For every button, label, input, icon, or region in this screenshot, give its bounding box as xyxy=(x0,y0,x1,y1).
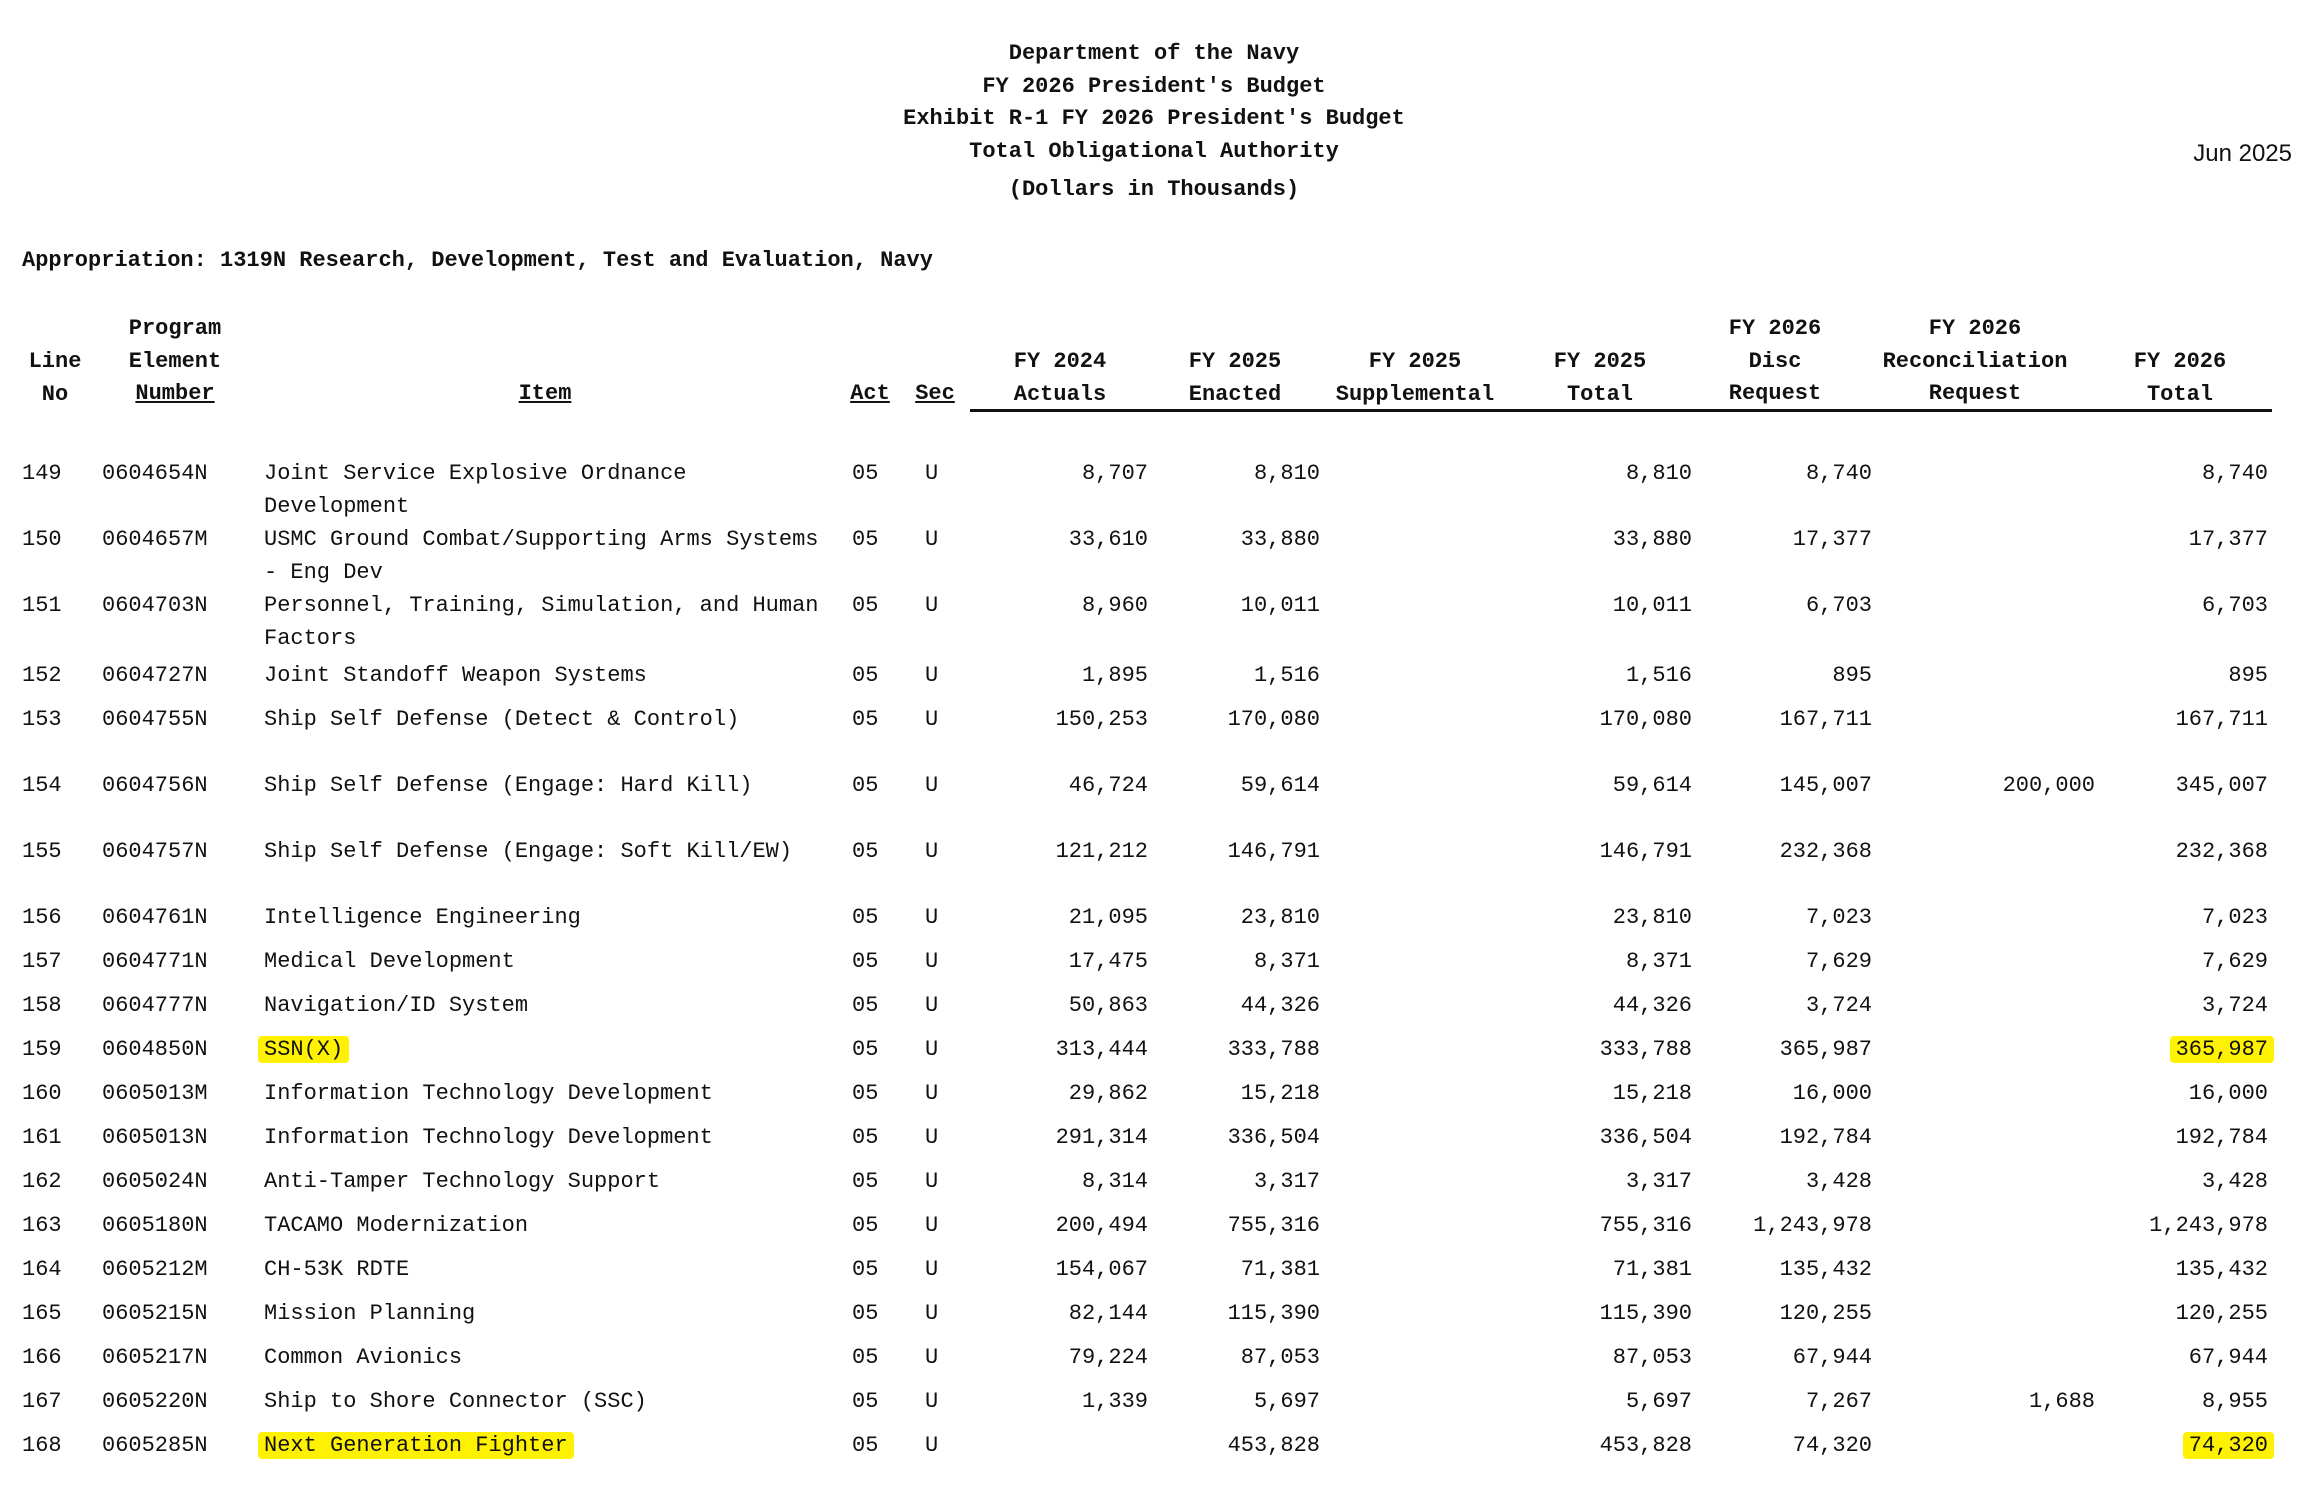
fy2026-disc-request: 365,987 xyxy=(1779,1037,1872,1062)
line-number: 155 xyxy=(22,839,62,864)
security: U xyxy=(925,1081,939,1106)
item-name: Personnel, Training, Simulation, and Human Factors xyxy=(264,593,819,651)
fy2025-total: 15,218 xyxy=(1612,1081,1692,1106)
fy2025-total: 146,791 xyxy=(1599,839,1692,864)
fy2024-actuals: 82,144 xyxy=(1068,1301,1148,1326)
security: U xyxy=(925,1125,939,1150)
activity: 05 xyxy=(852,1301,879,1326)
fy2025-total: 1,516 xyxy=(1625,663,1692,688)
fy2026-total: 6,703 xyxy=(2201,593,2268,618)
security: U xyxy=(925,1433,939,1458)
fy2025-total: 59,614 xyxy=(1612,773,1692,798)
fy2025-total: 8,810 xyxy=(1625,461,1692,486)
item-name: Intelligence Engineering xyxy=(264,905,581,930)
security: U xyxy=(925,1301,939,1326)
fy2026-total: 120,255 xyxy=(2175,1301,2268,1326)
program-element: 0604755N xyxy=(102,707,208,732)
fy2024-actuals: 1,895 xyxy=(1081,663,1148,688)
program-element: 0605220N xyxy=(102,1389,208,1414)
security: U xyxy=(925,707,939,732)
fy2026-disc-request: 167,711 xyxy=(1779,707,1872,732)
activity: 05 xyxy=(852,1213,879,1238)
security: U xyxy=(925,949,939,974)
item-name: Ship Self Defense (Engage: Soft Kill/EW) xyxy=(264,839,793,864)
fy2026-disc-request: 67,944 xyxy=(1792,1345,1872,1370)
fy2026-total: 192,784 xyxy=(2175,1125,2268,1150)
fy2026-disc-request: 17,377 xyxy=(1792,527,1872,552)
fy2025-total: 333,788 xyxy=(1599,1037,1692,1062)
program-element: 0604777N xyxy=(102,993,208,1018)
fy2026-total xyxy=(2068,1034,2268,1067)
fy2024-actuals: 154,067 xyxy=(1055,1257,1148,1282)
line-number: 161 xyxy=(22,1125,62,1150)
fy2025-enacted: 336,504 xyxy=(1227,1125,1320,1150)
line-number: 152 xyxy=(22,663,62,688)
col-header-fy2025-total: FY 2025 Total xyxy=(1553,349,1647,407)
fy2025-total: 115,390 xyxy=(1599,1301,1692,1326)
activity: 05 xyxy=(852,707,879,732)
activity: 05 xyxy=(852,663,879,688)
line-number: 162 xyxy=(22,1169,62,1194)
line-number: 154 xyxy=(22,773,62,798)
activity: 05 xyxy=(852,1345,879,1370)
activity: 05 xyxy=(852,461,879,486)
fy2026-disc-request: 7,629 xyxy=(1805,949,1872,974)
program-element: 0604771N xyxy=(102,949,208,974)
security: U xyxy=(925,773,939,798)
security: U xyxy=(925,1169,939,1194)
fy2026-total xyxy=(2068,1430,2268,1463)
line-number: 153 xyxy=(22,707,62,732)
highlight-mark: 365,987 xyxy=(2170,1036,2274,1063)
fy2025-enacted: 8,371 xyxy=(1253,949,1320,974)
activity: 05 xyxy=(852,839,879,864)
fy2025-total: 8,371 xyxy=(1625,949,1692,974)
activity: 05 xyxy=(852,1433,879,1458)
line-number: 158 xyxy=(22,993,62,1018)
line-number: 163 xyxy=(22,1213,62,1238)
line-number: 168 xyxy=(22,1433,62,1458)
item-name: Joint Standoff Weapon Systems xyxy=(264,663,647,688)
highlight-mark: 74,320 xyxy=(2183,1432,2274,1459)
item-name: Ship to Shore Connector (SSC) xyxy=(264,1389,647,1414)
line-number: 151 xyxy=(22,593,62,618)
fy2026-disc-request: 74,320 xyxy=(1792,1433,1872,1458)
fy2025-enacted: 71,381 xyxy=(1240,1257,1320,1282)
fy2026-total: 1,243,978 xyxy=(2149,1213,2268,1238)
appropriation-title: Appropriation: 1319N Research, Development, Test and Evaluation, Navy xyxy=(22,248,933,273)
report-date: Jun 2025 xyxy=(2193,140,2292,167)
fy2025-enacted: 33,880 xyxy=(1240,527,1320,552)
fy2025-total: 23,810 xyxy=(1612,905,1692,930)
security: U xyxy=(925,593,939,618)
fy2024-actuals: 121,212 xyxy=(1055,839,1148,864)
fy2025-total: 170,080 xyxy=(1599,707,1692,732)
item-name: Information Technology Development xyxy=(264,1125,713,1150)
fy2026-disc-request: 8,740 xyxy=(1805,461,1872,486)
item-name: Common Avionics xyxy=(264,1345,463,1370)
security: U xyxy=(925,839,939,864)
fy2025-total: 33,880 xyxy=(1612,527,1692,552)
fy2026-disc-request: 1,243,978 xyxy=(1753,1213,1872,1238)
fy2026-total: 8,955 xyxy=(2201,1389,2268,1414)
fy2026-disc-request: 232,368 xyxy=(1779,839,1872,864)
activity: 05 xyxy=(852,593,879,618)
fy2025-enacted: 15,218 xyxy=(1240,1081,1320,1106)
fy2024-actuals: 21,095 xyxy=(1068,905,1148,930)
fy2026-total: 7,023 xyxy=(2201,905,2268,930)
fy2025-total: 453,828 xyxy=(1599,1433,1692,1458)
item-name: Medical Development xyxy=(264,949,515,974)
item-name: Ship Self Defense (Engage: Hard Kill) xyxy=(264,773,753,798)
fy2025-total: 44,326 xyxy=(1612,993,1692,1018)
report-authority: Total Obligational Authority xyxy=(969,138,1339,164)
program-element: 0604850N xyxy=(102,1037,208,1062)
item-name: Ship Self Defense (Detect & Control) xyxy=(264,707,740,732)
report-units: (Dollars in Thousands) xyxy=(1008,177,1300,202)
fy2025-total: 336,504 xyxy=(1599,1125,1692,1150)
fy2026-total: 3,724 xyxy=(2201,993,2268,1018)
program-element: 0605024N xyxy=(102,1169,208,1194)
security: U xyxy=(925,527,939,552)
line-number: 159 xyxy=(22,1037,62,1062)
line-number: 165 xyxy=(22,1301,62,1326)
fy2024-actuals: 33,610 xyxy=(1068,527,1148,552)
fy2024-actuals: 1,339 xyxy=(1081,1389,1148,1414)
col-header-line: Line No xyxy=(28,349,82,407)
report-exhibit: Exhibit R-1 FY 2026 President's Budget xyxy=(903,106,1405,131)
fy2026-reconciliation-request: 1,688 xyxy=(2028,1389,2095,1414)
program-element: 0604761N xyxy=(102,905,208,930)
activity: 05 xyxy=(852,527,879,552)
security: U xyxy=(925,663,939,688)
security: U xyxy=(925,905,939,930)
fy2026-disc-request: 3,428 xyxy=(1805,1169,1872,1194)
fy2025-enacted: 8,810 xyxy=(1253,461,1320,486)
col-header-fy2025-supplemental: FY 2025 Supplemental xyxy=(1335,349,1495,407)
fy2025-enacted: 59,614 xyxy=(1240,773,1320,798)
item-name: TACAMO Modernization xyxy=(264,1213,529,1238)
fy2025-enacted: 87,053 xyxy=(1240,1345,1320,1370)
activity: 05 xyxy=(852,1125,879,1150)
item-name: Joint Service Explosive Ordnance Development xyxy=(264,461,687,519)
col-header-fy2025-enacted: FY 2025 Enacted xyxy=(1188,349,1282,407)
fy2026-total: 8,740 xyxy=(2201,461,2268,486)
fy2026-disc-request: 145,007 xyxy=(1779,773,1872,798)
col-header-item: Item xyxy=(518,381,572,406)
line-number: 157 xyxy=(22,949,62,974)
col-header-fy2026-disc-request: FY 2026 Disc Request xyxy=(1728,316,1822,406)
activity: 05 xyxy=(852,905,879,930)
fy2025-enacted: 3,317 xyxy=(1253,1169,1320,1194)
security: U xyxy=(925,461,939,486)
activity: 05 xyxy=(852,1257,879,1282)
fy2026-total: 895 xyxy=(2228,663,2268,688)
col-header-fy2026-reconciliation-request: FY 2026 Reconciliation Request xyxy=(1882,316,2068,406)
fy2025-enacted: 23,810 xyxy=(1240,905,1320,930)
program-element: 0604657M xyxy=(102,527,208,552)
fy2026-disc-request: 135,432 xyxy=(1779,1257,1872,1282)
fy2025-enacted: 755,316 xyxy=(1227,1213,1320,1238)
fy2025-enacted: 5,697 xyxy=(1253,1389,1320,1414)
fy2026-total: 345,007 xyxy=(2175,773,2268,798)
fy2026-total: 16,000 xyxy=(2188,1081,2268,1106)
line-number: 167 xyxy=(22,1389,62,1414)
item-name: Information Technology Development xyxy=(264,1081,713,1106)
fy2026-disc-request: 7,267 xyxy=(1805,1389,1872,1414)
item-name: Mission Planning xyxy=(264,1301,476,1326)
fy2024-actuals: 313,444 xyxy=(1055,1037,1148,1062)
fy2024-actuals: 46,724 xyxy=(1068,773,1148,798)
fy2025-enacted: 115,390 xyxy=(1227,1301,1320,1326)
security: U xyxy=(925,1037,939,1062)
fy2025-total: 755,316 xyxy=(1599,1213,1692,1238)
security: U xyxy=(925,993,939,1018)
fy2025-enacted: 146,791 xyxy=(1227,839,1320,864)
item-name: CH-53K RDTE xyxy=(264,1257,410,1282)
col-header-program-element: Program Element Number xyxy=(128,316,222,406)
fy2026-total: 135,432 xyxy=(2175,1257,2268,1282)
fy2026-total: 17,377 xyxy=(2188,527,2268,552)
fy2026-total: 3,428 xyxy=(2201,1169,2268,1194)
highlight-mark: SSN(X) xyxy=(258,1036,349,1063)
fy2026-disc-request: 895 xyxy=(1832,663,1872,688)
line-number: 164 xyxy=(22,1257,62,1282)
fy2026-disc-request: 7,023 xyxy=(1805,905,1872,930)
fy2025-total: 10,011 xyxy=(1612,593,1692,618)
security: U xyxy=(925,1345,939,1370)
fy2026-disc-request: 120,255 xyxy=(1779,1301,1872,1326)
line-number: 160 xyxy=(22,1081,62,1106)
program-element: 0604727N xyxy=(102,663,208,688)
item-name: Navigation/ID System xyxy=(264,993,529,1018)
item-name: Anti-Tamper Technology Support xyxy=(264,1169,661,1194)
fy2025-enacted: 1,516 xyxy=(1253,663,1320,688)
program-element: 0604654N xyxy=(102,461,208,486)
fy2024-actuals: 79,224 xyxy=(1068,1345,1148,1370)
header-rule xyxy=(970,409,2272,412)
fy2026-disc-request: 6,703 xyxy=(1805,593,1872,618)
fy2024-actuals: 150,253 xyxy=(1055,707,1148,732)
program-element: 0605215N xyxy=(102,1301,208,1326)
fy2026-total: 67,944 xyxy=(2188,1345,2268,1370)
fy2025-enacted: 170,080 xyxy=(1227,707,1320,732)
col-header-fy2024-actuals: FY 2024 Actuals xyxy=(1013,349,1107,407)
security: U xyxy=(925,1257,939,1282)
item-name xyxy=(264,1430,824,1463)
program-element: 0604703N xyxy=(102,593,208,618)
fy2024-actuals: 8,707 xyxy=(1081,461,1148,486)
activity: 05 xyxy=(852,1169,879,1194)
fy2025-enacted: 453,828 xyxy=(1227,1433,1320,1458)
fy2026-disc-request: 3,724 xyxy=(1805,993,1872,1018)
fy2024-actuals: 17,475 xyxy=(1068,949,1148,974)
fy2024-actuals: 200,494 xyxy=(1055,1213,1148,1238)
fy2026-total: 7,629 xyxy=(2201,949,2268,974)
program-element: 0604757N xyxy=(102,839,208,864)
fy2025-enacted: 10,011 xyxy=(1240,593,1320,618)
fy2025-enacted: 333,788 xyxy=(1227,1037,1320,1062)
activity: 05 xyxy=(852,949,879,974)
activity: 05 xyxy=(852,1037,879,1062)
fy2025-total: 5,697 xyxy=(1625,1389,1692,1414)
program-element: 0605212M xyxy=(102,1257,208,1282)
program-element: 0605013M xyxy=(102,1081,208,1106)
col-header-fy2026-total: FY 2026 Total xyxy=(2133,349,2227,407)
program-element: 0604756N xyxy=(102,773,208,798)
security: U xyxy=(925,1213,939,1238)
fy2026-total: 167,711 xyxy=(2175,707,2268,732)
fy2026-total: 232,368 xyxy=(2175,839,2268,864)
report-budget: FY 2026 President's Budget xyxy=(982,73,1326,99)
activity: 05 xyxy=(852,993,879,1018)
activity: 05 xyxy=(852,773,879,798)
line-number: 150 xyxy=(22,527,62,552)
line-number: 156 xyxy=(22,905,62,930)
highlight-mark: Next Generation Fighter xyxy=(258,1432,574,1459)
fy2026-reconciliation-request: 200,000 xyxy=(2002,773,2095,798)
line-number: 149 xyxy=(22,461,62,486)
fy2024-actuals: 50,863 xyxy=(1068,993,1148,1018)
fy2025-total: 3,317 xyxy=(1625,1169,1692,1194)
item-name xyxy=(264,1034,824,1067)
fy2024-actuals: 29,862 xyxy=(1068,1081,1148,1106)
report-header xyxy=(0,38,2308,207)
item-name: USMC Ground Combat/Supporting Arms Systems - Eng Dev xyxy=(264,527,819,585)
program-element: 0605217N xyxy=(102,1345,208,1370)
fy2025-enacted: 44,326 xyxy=(1240,993,1320,1018)
report-org: Department of the Navy xyxy=(1008,41,1300,66)
program-element: 0605180N xyxy=(102,1213,208,1238)
line-number: 166 xyxy=(22,1345,62,1370)
col-header-sec: Sec xyxy=(915,381,955,406)
fy2024-actuals: 8,960 xyxy=(1081,593,1148,618)
activity: 05 xyxy=(852,1389,879,1414)
col-header-act: Act xyxy=(850,381,890,406)
fy2024-actuals: 291,314 xyxy=(1055,1125,1148,1150)
fy2026-disc-request: 16,000 xyxy=(1792,1081,1872,1106)
activity: 05 xyxy=(852,1081,879,1106)
security: U xyxy=(925,1389,939,1414)
program-element: 0605013N xyxy=(102,1125,208,1150)
program-element: 0605285N xyxy=(102,1433,208,1458)
fy2024-actuals: 8,314 xyxy=(1081,1169,1148,1194)
fy2026-disc-request: 192,784 xyxy=(1779,1125,1872,1150)
fy2025-total: 71,381 xyxy=(1612,1257,1692,1282)
fy2025-total: 87,053 xyxy=(1612,1345,1692,1370)
